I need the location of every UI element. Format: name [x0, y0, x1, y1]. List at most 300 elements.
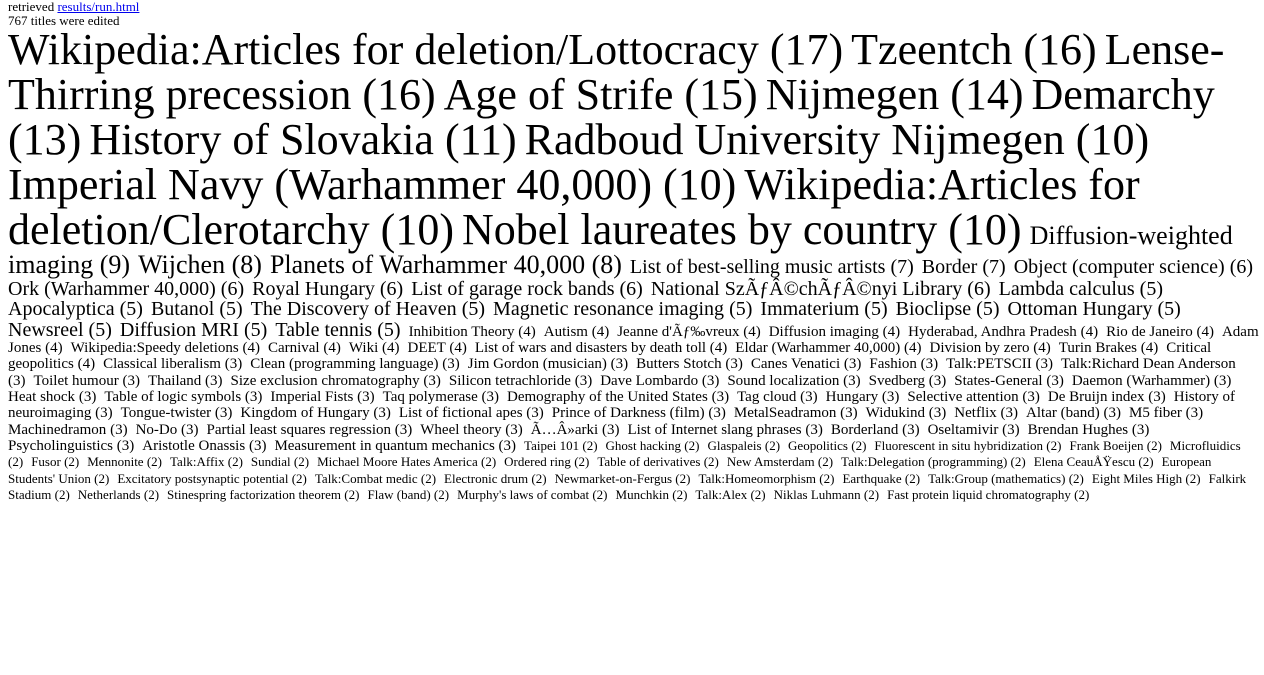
cloud-item-title: Prince of Darkness (film)	[551, 405, 705, 422]
cloud-item: Glaspaleis (2)	[707, 437, 781, 453]
cloud-item-title: Ork (Warhammer 40,000)	[8, 277, 216, 300]
cloud-item-title: Carnival	[267, 340, 320, 357]
cloud-item: Heat shock (3)	[8, 389, 97, 405]
cloud-item: Netflix (3)	[954, 405, 1019, 422]
cloud-item: Hungary (3)	[825, 389, 900, 405]
cloud-item-count: 17	[784, 25, 829, 74]
cloud-item-count: 8	[240, 250, 254, 280]
cloud-item-title: Demography of the United States	[507, 389, 708, 405]
cloud-item-count: 3	[730, 356, 738, 373]
cloud-item-count: 7	[897, 256, 908, 279]
cloud-item-count: 3	[1153, 389, 1161, 405]
cloud-item-count: 5	[225, 298, 236, 321]
cloud-item: Tongue-twister (3)	[120, 405, 233, 422]
cloud-item: List of best-selling music artists (7)	[629, 256, 914, 279]
cloud-item-count: 2	[148, 486, 155, 502]
cloud-item: Borderland (3)	[830, 421, 920, 438]
cloud-item: Wikipedia:Articles for deletion/Lottocracy (17)	[8, 25, 844, 74]
cloud-item-count: 4	[1201, 323, 1209, 340]
cloud-item-count: 2	[232, 454, 239, 470]
cloud-item-title: Division by zero	[929, 340, 1030, 357]
cloud-item-title: Autism	[543, 323, 588, 340]
cloud-item-title: Netherlands	[77, 486, 141, 502]
cloud-item-title: Wikipedia:Articles for deletion/Clerotarchy	[8, 159, 1140, 254]
cloud-item-title: List of Internet slang phrases	[627, 421, 802, 438]
cloud-item-count: 2	[535, 470, 543, 486]
cloud-item-count: 2	[596, 486, 604, 502]
cloud-item-count: 4	[1038, 340, 1046, 357]
cloud-item-count: 5	[468, 298, 479, 321]
cloud-item-count: 2	[868, 486, 875, 502]
cloud-item-title: Diffusion-weighted imaging	[8, 220, 1233, 280]
cloud-item-title: Silicon tetrachloride	[448, 372, 571, 389]
cloud-item: De Bruijn index (3)	[1047, 389, 1166, 405]
cloud-item-title: Apocalyptica	[8, 298, 115, 321]
cloud-item: MetalSeadramon (3)	[733, 405, 858, 422]
cloud-item-count: 3	[933, 372, 942, 389]
cloud-item-title: Demarchy	[1031, 69, 1215, 119]
cloud-item-count: 3	[1190, 405, 1199, 422]
cloud-item-title: Newsreel	[8, 318, 84, 341]
cloud-item-title: Hyderabad, Andhra Pradesh	[908, 323, 1077, 340]
cloud-item-title: List of fictional apes	[398, 405, 523, 422]
cloud-item-count: 2	[822, 454, 829, 470]
cloud-item-title: Wheel theory	[420, 421, 502, 438]
cloud-item-title: Heat shock	[8, 389, 76, 405]
cloud-item: Jim Gordon (musician) (3)	[467, 356, 629, 373]
cloud-item: Eight Miles High (2)	[1091, 470, 1201, 486]
cloud-item: Table of derivatives (2)	[597, 454, 719, 470]
cloud-item: Brendan Hughes (3)	[1027, 421, 1150, 438]
cloud-item-title: Wijchen	[138, 250, 226, 280]
cloud-item-count: 3	[83, 389, 92, 405]
cloud-item: Talk:Delegation (programming) (2)	[841, 454, 1026, 470]
cloud-item: Ã…Â»arki (3)	[530, 421, 620, 438]
cloud-item-count: 10	[1090, 114, 1135, 164]
cloud-item: Age of Strife (15)	[443, 69, 758, 119]
cloud-item-count: 3	[13, 372, 21, 389]
cloud-item: Imperial Navy (Warhammer 40,000) (10)	[8, 159, 737, 209]
cloud-item-title: Netflix	[954, 405, 997, 422]
cloud-item-count: 3	[907, 421, 915, 438]
cloud-item-title: National SzÃƒÂ©chÃƒÂ©nyi Library	[650, 277, 963, 300]
cloud-item-title: History of neuroimaging	[8, 389, 1236, 422]
cloud-item-title: Kingdom of Hungary	[240, 405, 370, 422]
cloud-item-count: 5	[126, 298, 137, 321]
cloud-item-count: 3	[615, 356, 624, 373]
cloud-item-count: 3	[210, 372, 218, 389]
cloud-item: Critical geopolitics (4)	[8, 340, 1212, 373]
cloud-item: Sundial (2)	[250, 454, 310, 470]
cloud-item-title: List of garage rock bands	[411, 277, 615, 300]
cloud-item-count: 5	[735, 298, 746, 321]
cloud-item-count: 4	[50, 340, 58, 357]
cloud-item-count: 3	[362, 389, 370, 405]
cloud-item: Planets of Warhammer 40,000 (8)	[269, 250, 622, 280]
cloud-item-title: Table of derivatives	[597, 454, 701, 470]
cloud-item-title: Table tennis	[275, 318, 373, 341]
cloud-item-count: 2	[58, 486, 66, 502]
cloud-item-count: 3	[503, 437, 512, 454]
cloud-item: Clean (programming language) (3)	[250, 356, 460, 373]
cloud-item-count: 4	[387, 340, 395, 357]
cloud-item: Widukind (3)	[865, 405, 947, 422]
cloud-item-title: Dave Lombardo	[600, 372, 699, 389]
cloud-item: Demography of the United States (3)	[507, 389, 730, 405]
cloud-item-title: M5 fiber	[1129, 405, 1182, 422]
cloud-item: Falkirk Stadium (2)	[8, 470, 1247, 502]
cloud-item-count: 6	[227, 277, 238, 300]
cloud-item-count: 3	[1007, 421, 1015, 438]
cloud-item: Nijmegen (14)	[765, 69, 1024, 119]
cloud-item-count: 3	[127, 372, 135, 389]
cloud-item-title: New Amsterdam	[726, 454, 815, 470]
cloud-item-count: 11	[459, 114, 502, 164]
cloud-item-title: Bioclipse	[895, 298, 972, 321]
cloud-item: Tag cloud (3)	[737, 389, 818, 405]
cloud-item-title: Talk:Affix	[170, 454, 225, 470]
cloud-item: Wijchen (8)	[138, 250, 262, 280]
cloud-item: Object (computer science) (6)	[1013, 256, 1254, 279]
cloud-item: Turin Brakes (4)	[1058, 340, 1159, 357]
cloud-item-title: Tongue-twister	[120, 405, 212, 422]
cloud-item: Flaw (band) (2)	[367, 486, 450, 502]
cloud-item-count: 3	[933, 405, 942, 422]
cloud-item-count: 16	[377, 69, 421, 119]
cloud-item: Lense-Thirring precession (16)	[8, 25, 1225, 119]
cloud-item-count: 3	[706, 372, 715, 389]
cloud-item: Immaterium (5)	[760, 298, 888, 321]
cloud-item-count: 2	[1014, 454, 1022, 470]
cloud-item-title: Object (computer science)	[1013, 256, 1225, 279]
cloud-item-count: 3	[805, 389, 813, 405]
cloud-item-count: 6	[626, 277, 637, 300]
cloud-item-title: Machinedramon	[8, 421, 107, 438]
cloud-item-title: Partial least squares regression	[206, 421, 392, 438]
cloud-item-count: 2	[1142, 454, 1150, 470]
cloud-item-count: 2	[485, 454, 492, 470]
cloud-item-count: 3	[606, 421, 615, 438]
cloud-item-title: Nijmegen	[765, 69, 940, 119]
cloud-item-count: 5	[1146, 277, 1157, 300]
cloud-item-title: No-Do	[135, 421, 178, 438]
cloud-item-count: 3	[886, 389, 895, 405]
cloud-item-title: Talk:Combat medic	[314, 470, 418, 486]
cloud-item: Division by zero (4)	[929, 340, 1051, 357]
cloud-item: Excitatory postsynaptic potential (2)	[117, 470, 307, 486]
cloud-item-count: 2	[12, 454, 19, 470]
cloud-item-title: Lambda calculus	[998, 277, 1135, 300]
cloud-item: Machinedramon (3)	[8, 421, 128, 438]
cloud-item-title: Radboud University Nijmegen	[524, 114, 1065, 164]
cloud-item: Butters Stotch (3)	[636, 356, 743, 373]
cloud-item: Earthquake (2)	[842, 470, 921, 486]
cloud-item: States-General (3)	[954, 372, 1064, 389]
cloud-item-title: Butanol	[150, 298, 215, 321]
cloud-item-title: Wiki	[348, 340, 379, 357]
cloud-item-count: 3	[716, 389, 725, 405]
cloud-item-title: Talk:Alex	[695, 486, 748, 502]
cloud-item: Svedberg (3)	[868, 372, 947, 389]
cloud-item-title: Ottoman Hungary	[1007, 298, 1153, 321]
cloud-item-count: 4	[748, 323, 756, 340]
cloud-item: Daemon (Warhammer) (3)	[1071, 372, 1232, 389]
cloud-item: Partial least squares regression (3)	[206, 421, 413, 438]
cloud-item-title: Ã…Â»arki	[530, 421, 599, 438]
cloud-item: Inhibition Theory (4)	[408, 323, 536, 340]
cloud-item-count: 5	[95, 318, 106, 341]
cloud-item: Adam Jones (4)	[8, 323, 1259, 357]
cloud-item-count: 9	[108, 250, 122, 280]
cloud-item-count: 3	[1040, 356, 1049, 373]
cloud-item-count: 3	[486, 389, 495, 405]
cloud-item-title: Geopolitics	[788, 437, 848, 453]
cloud-item-count: 2	[708, 454, 715, 470]
cloud-item-count: 3	[249, 389, 258, 405]
cloud-item: Niklas Luhmann (2)	[773, 486, 880, 502]
cloud-item-title: Diffusion imaging	[768, 323, 879, 340]
cloud-item: Border (7)	[921, 256, 1006, 279]
cloud-item: Wiki (4)	[348, 340, 400, 357]
cloud-item-title: Magnetic resonance imaging	[493, 298, 725, 321]
cloud-item: Wikipedia:Speedy deletions (4)	[70, 340, 260, 357]
cloud-item-count: 7	[989, 256, 1000, 279]
cloud-item-title: Fluorescent in situ hybridization	[874, 437, 1044, 453]
cloud-item-count: 3	[185, 421, 194, 438]
cloud-item: No-Do (3)	[135, 421, 199, 438]
cloud-item: Microfluidics (2)	[8, 437, 1241, 470]
cloud-item-title: Talk:Homeomorphism	[698, 470, 817, 486]
cloud-item-title: Talk:Richard Dean Anderson	[1061, 356, 1236, 373]
cloud-item: Ork (Warhammer 40,000) (6)	[8, 277, 245, 300]
cloud-item: M5 fiber (3)	[1129, 405, 1204, 422]
cloud-item-count: 5	[250, 318, 261, 341]
cloud-item-title: Sundial	[250, 454, 291, 470]
cloud-item: Newsreel (5)	[8, 318, 112, 341]
cloud-item-title: European Students' Union	[8, 454, 1212, 486]
cloud-item: Sound localization (3)	[727, 372, 861, 389]
cloud-item: New Amsterdam (2)	[726, 454, 834, 470]
cloud-item-title: Inhibition Theory	[408, 323, 515, 340]
cloud-item: History of neuroimaging (3)	[8, 389, 1236, 422]
cloud-item-title: Mennonite	[87, 454, 144, 470]
cloud-item: Stinespring factorization theorem (2)	[167, 486, 360, 502]
cloud-item-count: 3	[1136, 421, 1145, 438]
cloud-item: Talk:PETSCII (3)	[946, 356, 1054, 373]
cloud-item-title: Imperial Fists	[270, 389, 354, 405]
cloud-item: Apocalyptica (5)	[8, 298, 143, 321]
cloud-item: Talk:Richard Dean Anderson (3)	[8, 356, 1236, 389]
cloud-item: Lambda calculus (5)	[998, 277, 1164, 300]
cloud-item-count: 5	[383, 318, 394, 341]
cloud-item-count: 3	[848, 372, 856, 389]
cloud-item-title: Eldar (Warhammer 40,000)	[735, 340, 901, 357]
cloud-item-title: List of best-selling music artists	[629, 256, 886, 279]
cloud-item-count: 4	[82, 356, 91, 373]
cloud-item: Fashion (3)	[869, 356, 939, 373]
cloud-item-title: Measurement in quantum mechanics	[274, 437, 495, 454]
cloud-item: Diffusion MRI (5)	[119, 318, 268, 341]
cloud-item-count: 5	[1164, 298, 1175, 321]
cloud-item-title: Critical geopolitics	[8, 340, 1212, 373]
cloud-item-count: 2	[98, 470, 105, 486]
cloud-item-count: 4	[909, 340, 917, 357]
cloud-item-title: Altar (band)	[1026, 405, 1100, 422]
cloud-item-title: Falkirk Stadium	[8, 470, 1247, 502]
cloud-item-count: 4	[523, 323, 531, 340]
cloud-item-title: MetalSeadramon	[733, 405, 837, 422]
cloud-item-title: Turin Brakes	[1058, 340, 1137, 357]
cloud-item-title: Royal Hungary	[252, 277, 375, 300]
cloud-item: Measurement in quantum mechanics (3)	[274, 437, 517, 454]
cloud-item-count: 2	[1189, 470, 1197, 486]
cloud-item-count: 2	[1073, 470, 1080, 486]
cloud-item: History of Slovakia (11)	[89, 114, 517, 164]
cloud-item-count: 2	[586, 437, 594, 453]
cloud-item-count: 14	[964, 69, 1009, 119]
cloud-item-title: Munchkin	[615, 486, 669, 502]
cloud-item-count: 2	[348, 486, 356, 502]
cloud-item: Electronic drum (2)	[444, 470, 547, 486]
cloud-item: Butanol (5)	[150, 298, 243, 321]
cloud-item-title: Stinespring factorization theorem	[167, 486, 342, 502]
cloud-item: List of fictional apes (3)	[398, 405, 544, 422]
cloud-item: Selective attention (3)	[907, 389, 1040, 405]
cloud-item: Carnival (4)	[267, 340, 341, 357]
cloud-item: Talk:Group (mathematics) (2)	[928, 470, 1084, 486]
cloud-item-title: Imperial Navy (Warhammer 40,000)	[8, 159, 652, 209]
cloud-item: Fluorescent in situ hybridization (2)	[874, 437, 1062, 453]
cloud-item-title: Tag cloud	[737, 389, 797, 405]
cloud-item-title: Fashion	[869, 356, 917, 373]
cloud-item-count: 10	[395, 204, 440, 254]
cloud-item-count: 4	[328, 340, 336, 357]
cloud-item-count: 3	[253, 437, 262, 454]
cloud-item-title: Microfluidics	[1169, 437, 1241, 453]
cloud-item-count: 6	[973, 277, 984, 300]
cloud-item: Oseltamivir (3)	[927, 421, 1020, 438]
cloud-item: Diffusion-weighted imaging (9)	[8, 220, 1233, 280]
cloud-item-count: 2	[1151, 437, 1158, 453]
cloud-item-title: Planets of Warhammer 40,000	[269, 250, 586, 280]
cloud-item: Table of logic symbols (3)	[104, 389, 263, 405]
cloud-item: Autism (4)	[543, 323, 610, 340]
cloud-item: Michael Moore Hates America (2)	[317, 454, 497, 470]
cloud-item: Table tennis (5)	[275, 318, 401, 341]
cloud-item-count: 3	[1108, 405, 1117, 422]
results-link[interactable]: results/run.html	[57, 0, 140, 14]
cloud-item-title: Jeanne d'Ãƒ‰vreux	[617, 323, 740, 340]
cloud-item: Bioclipse (5)	[895, 298, 1000, 321]
cloud-item-count: 4	[1145, 340, 1154, 357]
cloud-item: Murphy's laws of combat (2)	[457, 486, 608, 502]
cloud-item-count: 2	[909, 470, 916, 486]
cloud-item: Ghost hacking (2)	[605, 437, 700, 453]
cloud-item: Mennonite (2)	[87, 454, 163, 470]
cloud-item-title: Lense-Thirring precession	[8, 25, 1225, 119]
cloud-item-title: Diffusion MRI	[119, 318, 239, 341]
cloud-item: Hyderabad, Andhra Pradesh (4)	[908, 323, 1099, 340]
cloud-item-count: 4	[714, 340, 723, 357]
cloud-item-title: Table of logic symbols	[104, 389, 242, 405]
cloud-item-count: 3	[428, 372, 436, 389]
cloud-item-count: 3	[810, 421, 818, 438]
cloud-item-title: Fusor	[31, 454, 61, 470]
cloud-item: Psycholinguistics (3)	[8, 437, 135, 454]
cloud-item-title: Nobel laureates by country	[461, 204, 938, 254]
cloud-item-title: Immaterium	[760, 298, 860, 321]
cloud-item-title: De Bruijn index	[1047, 389, 1145, 405]
cloud-item-title: Widukind	[865, 405, 926, 422]
cloud-item-title: Oseltamivir	[927, 421, 999, 438]
cloud-item-count: 2	[1050, 437, 1058, 453]
cloud-item-count: 2	[855, 437, 863, 453]
cloud-item-title: Fast protein liquid chromatography	[887, 486, 1071, 502]
cloud-item-title: Talk:PETSCII	[946, 356, 1032, 373]
cloud-item: Fast protein liquid chromatography (2)	[887, 486, 1090, 502]
cloud-item-count: 2	[676, 486, 684, 502]
cloud-item: Radboud University Nijmegen (10)	[524, 114, 1150, 164]
cloud-item: Diffusion imaging (4)	[768, 323, 901, 340]
cloud-item-count: 3	[378, 405, 386, 422]
cloud-item: Kingdom of Hungary (3)	[240, 405, 391, 422]
cloud-item-count: 2	[754, 486, 762, 502]
cloud-item-count: 2	[68, 454, 75, 470]
cloud-item-title: Rio de Janeiro	[1106, 323, 1193, 340]
cloud-item: Canes Venatici (3)	[750, 356, 862, 373]
cloud-item-count: 3	[531, 405, 539, 422]
cloud-item-count: 4	[887, 323, 896, 340]
cloud-item: Nobel laureates by country (10)	[461, 204, 1022, 254]
cloud-item-count: 3	[100, 405, 108, 422]
cloud-item: Aristotle Onassis (3)	[142, 437, 267, 454]
cloud-item-title: History of Slovakia	[89, 114, 434, 164]
cloud-item-title: Border	[921, 256, 978, 279]
cloud-item: Demarchy (13)	[8, 69, 1215, 164]
cloud-item-title: Daemon (Warhammer)	[1071, 372, 1211, 389]
cloud-item-count: 2	[688, 437, 696, 453]
cloud-item-count: 10	[962, 204, 1007, 254]
cloud-item: Talk:Affix (2)	[170, 454, 243, 470]
cloud-item-title: Talk:Group (mathematics)	[928, 470, 1066, 486]
cloud-item: Jeanne d'Ãƒ‰vreux (4)	[617, 323, 761, 340]
retrieved-label: retrieved	[8, 0, 55, 14]
cloud-item: List of Internet slang phrases (3)	[627, 421, 823, 438]
cloud-item-title: States-General	[954, 372, 1043, 389]
cloud-item-count: 16	[1038, 25, 1083, 74]
cloud-item-count: 3	[713, 405, 721, 422]
cloud-item-count: 4	[454, 340, 462, 357]
cloud-item-count: 2	[298, 454, 305, 470]
cloud-item-title: Wikipedia:Speedy deletions	[70, 340, 239, 357]
cloud-item-count: 3	[229, 356, 238, 373]
cloud-item: Newmarket-on-Fergus (2)	[554, 470, 691, 486]
cloud-item: Rio de Janeiro (4)	[1106, 323, 1214, 340]
cloud-item-count: 2	[425, 470, 432, 486]
cloud-item-title: Butters Stotch	[636, 356, 722, 373]
cloud-item-count: 3	[399, 421, 408, 438]
cloud-item-title: Borderland	[830, 421, 899, 438]
cloud-item-count: 2	[438, 486, 445, 502]
cloud-item: Royal Hungary (6)	[252, 277, 404, 300]
cloud-item: Talk:Combat medic (2)	[314, 470, 437, 486]
cloud-item-title: Toilet humour	[33, 372, 119, 389]
cloud-item: Size exclusion chromatography (3)	[230, 372, 441, 389]
cloud-item-count: 3	[121, 437, 130, 454]
cloud-item-title: Talk:Delegation (programming)	[841, 454, 1008, 470]
cloud-item-count: 4	[596, 323, 605, 340]
cloud-item-title: Niklas Luhmann	[773, 486, 861, 502]
